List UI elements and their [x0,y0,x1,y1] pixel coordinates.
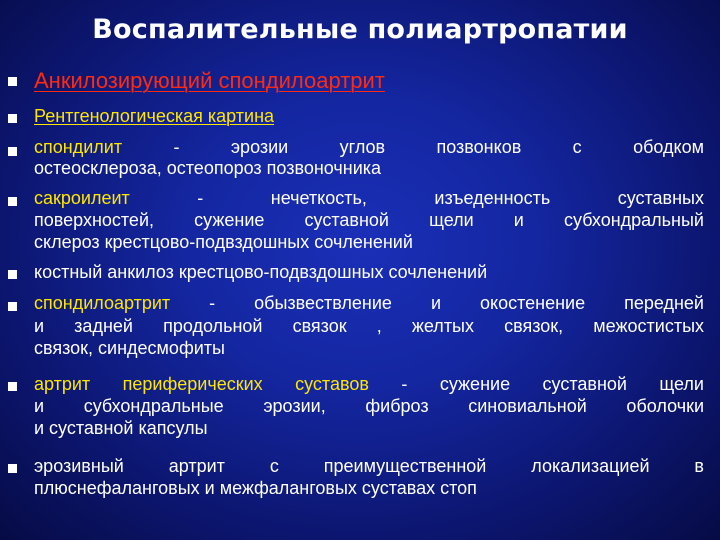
subheading-text: Рентгенологическая картина [34,106,275,126]
item-text-line: склероз крестцово-подвздошных сочленений [34,232,413,252]
term-peripheral-arthritis: артрит периферических суставов [34,374,369,394]
slide-title: Воспалительные полиартропатии [92,14,628,45]
square-bullet-icon [8,270,17,279]
item-text-line: и суставной капсулы [34,418,208,438]
item-text-line: остеосклероза, остеопороз позвоночника [34,158,382,178]
item-text-line: костный анкилоз крестцово-подвздошных сочленений [34,262,488,282]
square-bullet-icon [8,77,17,86]
square-bullet-icon [8,197,17,206]
item-text-line: - сужение суставной щели [368,374,704,394]
item-text-line: связок, синдесмофиты [34,338,225,358]
item-text-line: и задней продольной связок , желтых связок, межостистых [34,316,704,336]
term-spondylitis: спондилит [34,137,123,157]
item-text-line: эрозивный артрит с преимущественной локализацией в [34,456,704,476]
item-text-line: плюснефаланговых и межфаланговых суставах стоп [34,478,477,498]
square-bullet-icon [8,464,17,473]
item-text-line: - нечеткость, изъеденность суставных [129,188,704,208]
square-bullet-icon [8,382,17,391]
item-text-line: - обызвествление и окостенение передней [170,293,704,313]
term-sacroiliitis: сакроилеит [34,188,130,208]
item-text-line: - эрозии углов позвонков с ободком [122,137,704,157]
item-text-line: поверхностей, сужение суставной щели и субхондральный [34,210,704,230]
square-bullet-icon [8,114,17,123]
item-text-line: и субхондральные эрозии, фиброз синовиальной оболочки [34,396,704,416]
square-bullet-icon [8,147,17,156]
square-bullet-icon [8,302,17,311]
main-item-text: Анкилозирующий спондилоартрит [34,68,385,93]
term-spondyloarthritis: спондилоартрит [34,293,171,313]
